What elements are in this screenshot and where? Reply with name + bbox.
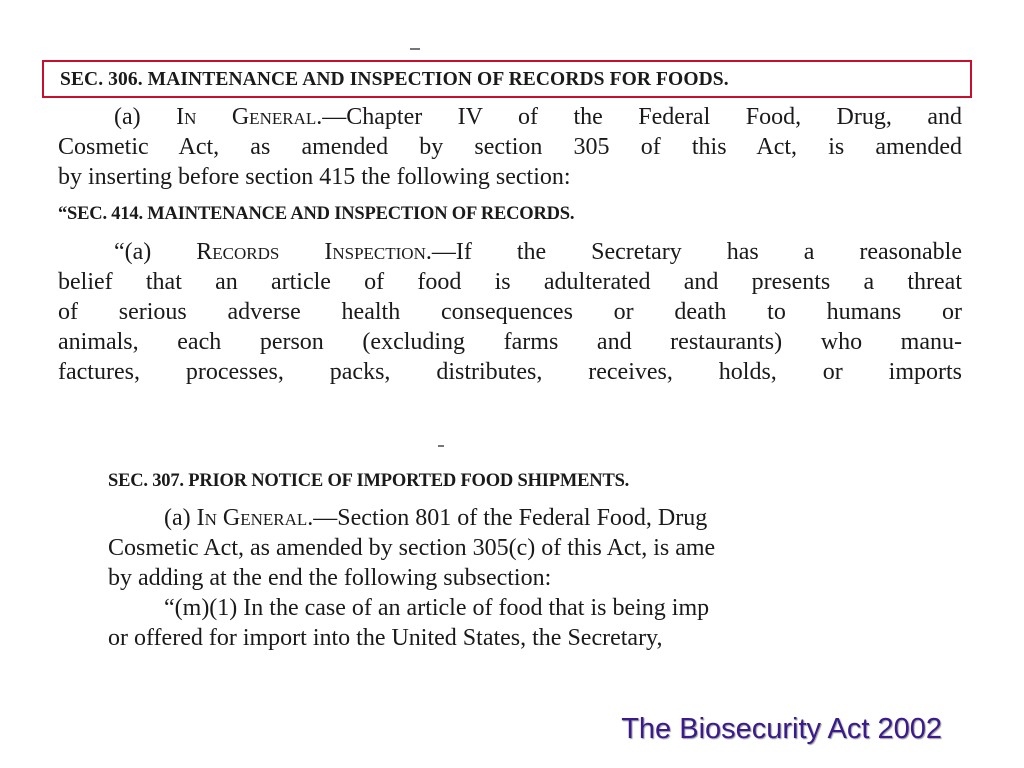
paragraph-records-inspection (58, 237, 962, 387)
paragraph-line: animals, each person (excluding farms and restaurants) who manu- (58, 329, 962, 355)
paragraph-in-general-306 (58, 102, 962, 192)
paragraph-line: Cosmetic Act, as amended by section 305 of this Act, is amended (58, 134, 962, 160)
paragraph-in-general-307 (108, 503, 978, 653)
paragraph-line: “(m)(1) In the case of an article of food that is being imp (164, 595, 710, 621)
paragraph-label: (a) (114, 104, 177, 130)
section-heading-414: “SEC. 414. MAINTENANCE AND INSPECTION OF RECORDS. (58, 204, 575, 224)
paragraph-line (108, 503, 978, 533)
section-heading-306: SEC. 306. MAINTENANCE AND INSPECTION OF RECORDS FOR FOODS. (60, 69, 729, 90)
paragraph-line: by inserting before section 415 the following section: (58, 164, 571, 190)
paragraph-line: by adding at the end the following subsection: (108, 565, 552, 591)
paragraph-line-text: —Section 801 of the Federal Food, Drug (313, 505, 708, 531)
paragraph-line (58, 237, 962, 267)
document-excerpt-sec306 (40, 40, 980, 385)
paragraph-smallcaps-heading: Records Inspection. (196, 239, 432, 265)
paragraph-line: Cosmetic Act, as amended by section 305(c) of this Act, is ame (108, 535, 716, 561)
slide-caption: The Biosecurity Act 2002 (621, 713, 942, 745)
paragraph-label: “(a) (114, 239, 197, 265)
paragraph-line-text: —Chapter IV of the Federal Food, Drug, and (322, 104, 962, 130)
paragraph-line (58, 102, 962, 132)
paragraph-line: factures, processes, packs, distributes, receives, holds, or imports (58, 359, 962, 385)
paragraph-line-text: —If the Secretary has a reasonable (431, 239, 962, 265)
clipped-text-fragment (438, 445, 444, 447)
paragraph-line: of serious adverse health consequences or death to humans or (58, 299, 962, 325)
clipped-text-fragment (410, 48, 420, 50)
paragraph-label: (a) (164, 505, 197, 531)
document-excerpt-sec307 (90, 440, 946, 652)
paragraph-smallcaps-heading: In General. (176, 104, 323, 130)
section-heading-307: SEC. 307. PRIOR NOTICE OF IMPORTED FOOD SHIPMENTS. (108, 471, 630, 491)
paragraph-line: belief that an article of food is adulterated and presents a threat (58, 269, 962, 295)
paragraph-smallcaps-heading: In General. (196, 505, 314, 531)
paragraph-line: or offered for import into the United States, the Secretary, (108, 625, 663, 651)
